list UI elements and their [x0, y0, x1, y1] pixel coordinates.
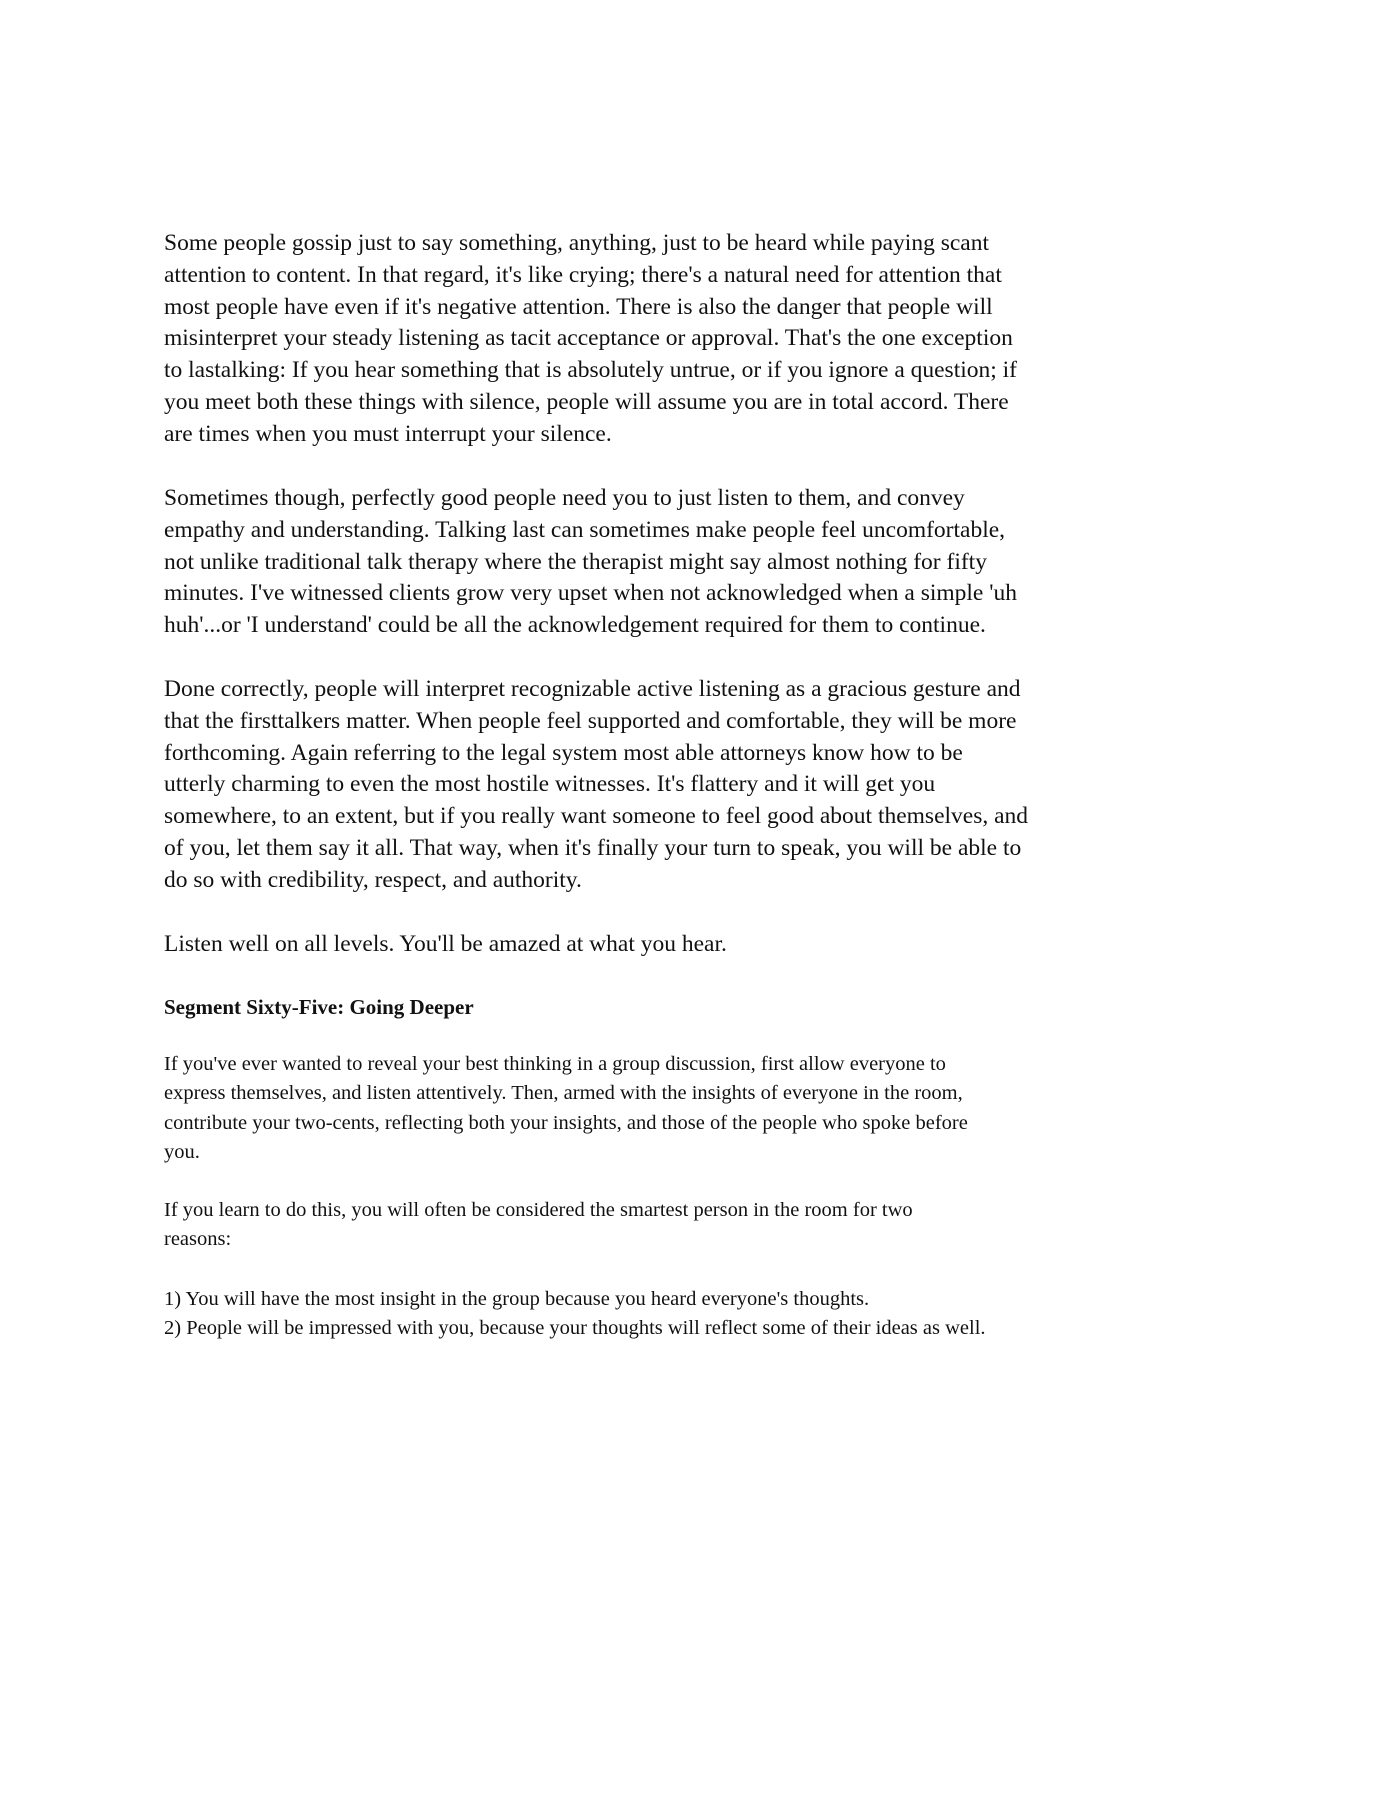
text-line: are times when you must interrupt your silence. — [164, 420, 612, 447]
paragraph-1 — [164, 228, 1017, 451]
text-line: huh'...or 'I understand' could be all the acknowledgement required for them to continue. — [164, 612, 986, 639]
text-line: most people have even if it's negative attention. There is also the danger that people will — [164, 293, 993, 320]
text-line: do so with credibility, respect, and authority. — [164, 866, 582, 893]
text-line: Some people gossip just to say something, anything, just to be heard while paying scant — [164, 230, 990, 256]
text-line: Listen well on all levels. You'll be amazed at what you hear. — [164, 931, 727, 957]
list-item: 2) People will be impressed with you, because your thoughts will reflect some of their ideas as well. — [164, 1317, 986, 1340]
numbered-list — [164, 1285, 986, 1344]
text-line: Done correctly, people will interpret recognizable active listening as a gracious gesture and — [164, 676, 1021, 702]
text-line: contribute your two-cents, reflecting both your insights, and those of the people who spoke before — [164, 1111, 968, 1134]
text-line: Sometimes though, perfectly good people need you to just listen to them, and convey — [164, 485, 965, 511]
text-line: to lastalking: If you hear something that is absolutely untrue, or if you ignore a question; if — [164, 357, 1018, 384]
text-line: that the firsttalkers matter. When people feel supported and comfortable, they will be more — [164, 707, 1017, 734]
text-line: minutes. I've witnessed clients grow very upset when not acknowledged when a simple 'uh — [164, 580, 1017, 607]
paragraph-2 — [164, 483, 1017, 642]
text-line: utterly charming to even the most hostile witnesses. It's flattery and it will get you — [164, 771, 936, 798]
paragraph-4 — [164, 929, 727, 961]
text-line: somewhere, to an extent, but if you really want someone to feel good about themselves, and — [164, 803, 1029, 830]
text-line: of you, let them say it all. That way, when it's finally your turn to speak, you will be able to — [164, 834, 1022, 861]
list-item: 1) You will have the most insight in the group because you heard everyone's thoughts. — [164, 1288, 870, 1310]
text-line: If you've ever wanted to reveal your best thinking in a group discussion, first allow everyone to — [164, 1053, 946, 1075]
text-line: If you learn to do this, you will often be considered the smartest person in the room for two — [164, 1199, 913, 1221]
paragraph-3 — [164, 674, 1028, 897]
text-line: misinterpret your steady listening as tacit acceptance or approval. That's the one exception — [164, 325, 1013, 352]
section-heading: Segment Sixty-Five: Going Deeper — [164, 995, 474, 1019]
text-line: empathy and understanding. Talking last can sometimes make people feel uncomfortable, — [164, 516, 1006, 543]
text-line: you. — [164, 1140, 200, 1163]
text-line: express themselves, and listen attentively. Then, armed with the insights of everyone in the room, — [164, 1082, 963, 1105]
text-line: not unlike traditional talk therapy where the therapist might say almost nothing for fifty — [164, 548, 987, 575]
text-line: forthcoming. Again referring to the legal system most able attorneys know how to be — [164, 739, 963, 766]
text-line: reasons: — [164, 1228, 232, 1251]
section-paragraph-2 — [164, 1196, 913, 1255]
text-line: attention to content. In that regard, it's like crying; there's a natural need for attention that — [164, 261, 1002, 288]
text-line: you meet both these things with silence, people will assume you are in total accord. There — [164, 388, 1009, 415]
section-paragraph-1 — [164, 1050, 968, 1167]
